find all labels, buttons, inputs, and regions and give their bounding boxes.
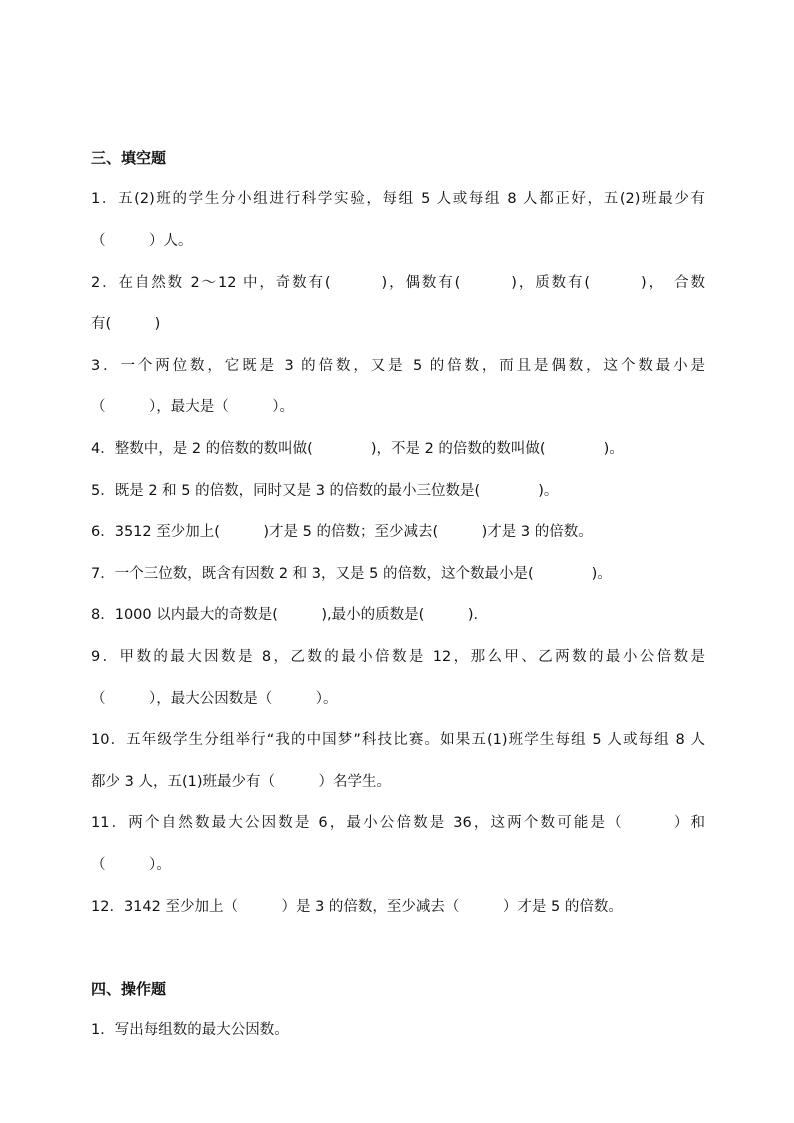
question-10-line-1: 10．五年级学生分组举行“我的中国梦”科技比赛。如果五(1)班学生每组 5 人或每组 8 人: [91, 732, 705, 748]
question-12: 12．3142 至少加上（ ）是 3 的倍数，至少减去（ ）才是 5 的倍数。: [91, 899, 623, 915]
question-9-line-1: 9．甲数的最大因数是 8，乙数的最小倍数是 12，那么甲、乙两数的最小公倍数是: [91, 649, 705, 665]
question-6: 6．3512 至少加上( )才是 5 的倍数；至少减去( )才是 3 的倍数。: [91, 524, 593, 540]
question-9-line-2: （ ），最大公因数是（ ）。: [91, 691, 338, 707]
question-3-line-2: （ ），最大是（ ）。: [91, 399, 294, 415]
question-2-line-2: 有( ): [91, 316, 161, 332]
question-5: 5．既是 2 和 5 的倍数，同时又是 3 的倍数的最小三位数是( )。: [91, 483, 559, 499]
section-title-operation: 四、操作题: [91, 980, 167, 998]
operation-question-1: 1．写出每组数的最大公因数。: [91, 1022, 289, 1038]
question-1-line-1: 1．五(2)班的学生分小组进行科学实验，每组 5 人或每组 8 人都正好，五(2)班最少有: [91, 191, 705, 207]
question-8: 8．1000 以内最大的奇数是( ),最小的质数是( )．: [91, 607, 488, 623]
question-11-line-1: 11．两个自然数最大公因数是 6，最小公倍数是 36，这两个数可能是（ ）和: [91, 815, 705, 831]
question-4: 4．整数中，是 2 的倍数的数叫做( )，不是 2 的倍数的数叫做( )。: [91, 441, 624, 457]
question-7: 7．一个三位数，既含有因数 2 和 3，又是 5 的倍数，这个数最小是( )。: [91, 566, 612, 582]
question-1-line-2: （ ）人。: [91, 233, 193, 249]
section-title-fill-in: 三、填空题: [91, 149, 167, 167]
question-11-line-2: （ ）。: [91, 857, 171, 873]
question-2-line-1: 2．在自然数 2～12 中，奇数有( )，偶数有( )，质数有( )， 合数: [91, 275, 705, 291]
question-10-line-2: 都少 3 人，五(1)班最少有（ ）名学生。: [91, 774, 391, 790]
question-3-line-1: 3．一个两位数，它既是 3 的倍数，又是 5 的倍数，而且是偶数，这个数最小是: [91, 358, 705, 374]
